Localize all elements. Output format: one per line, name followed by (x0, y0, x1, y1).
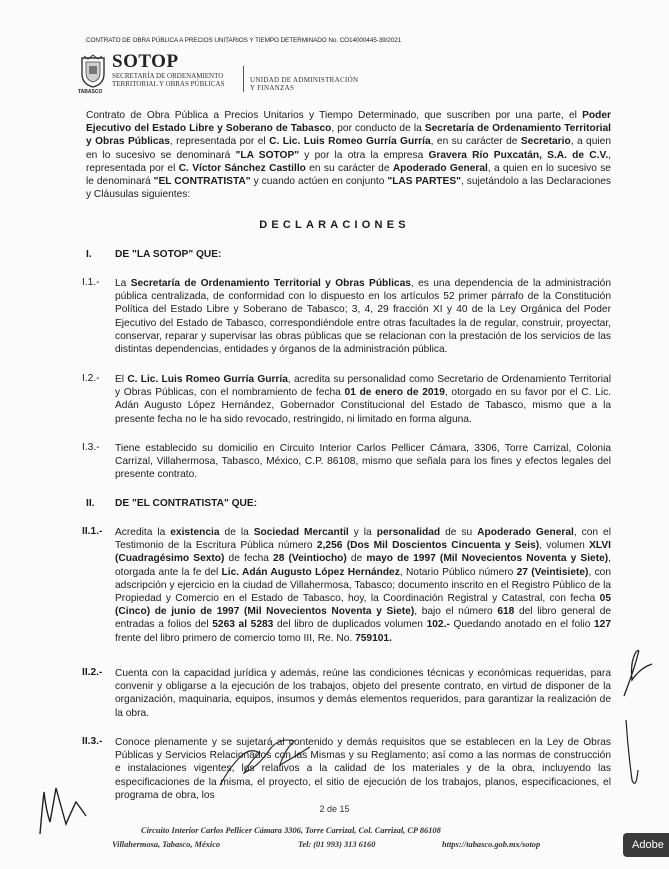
clause-ii1: Acredita la existencia de la Sociedad Mercantil y la personalidad de su Apoderado General, con el Testimonio de la Escritura Pública número 2,256 (Dos Mil Doscientos Cincuenta y Seis), volumen XLVI (Cuadragésimo Sexto) de fecha 28 (Veintiocho) de mayo de 1997 (Mil Novecientos Noventa y Siete), otorgada ante la fe del Lic. Adán Augusto López Hernández, Notario Público número 27 (Veintisiete), con adscripción y ejercicio en la ciudad de Villahermosa, Tabasco; documento inscrito en el Registro Público de la Propiedad y Comercio en el Estado de Tabasco, hoy, la Coordinación Registral y Catastral, con fecha 05 (Cinco) de junio de 1997 (Mil Novecientos Noventa y Siete), bajo el número 618 del libro general de entradas a folios del 5263 al 5283 del libro de duplicados volumen 102.- Quedando anotado en el folio 127 frente del libro primero de comercio tomo III, Re. No. 759101. (115, 527, 612, 644)
clause-i1-number: I.1.- (82, 277, 100, 288)
clause-ii1-number: II.1.- (82, 526, 103, 537)
margin-signature (618, 640, 658, 790)
contract-reference: CONTRATO DE OBRA PÚBLICA A PRECIOS UNITARIOS Y TIEMPO DETERMINADO No. CO14000445-39/2021 (86, 37, 402, 44)
unit-name (250, 76, 358, 92)
section2-number: II. (86, 498, 95, 509)
declarations-title: DECLARACIONES (259, 219, 410, 231)
section1-number: I. (86, 249, 92, 260)
clause-i3-number: I.3.- (82, 442, 100, 453)
clause-i2: El C. Lic. Luis Romeo Gurría Gurría, acredita su personalidad como Secretario de Ordenamiento Territorial y Obras Públicas, con el nombramiento de fecha 01 de enero de 2019, otorgado en su favor por el C. Lic. Adán Augusto López Hernández, Gobernador Constitucional del Estado de Tabasco, mismo que a la presente fecha no le ha sido revocado, restringido, ni limitado en forma alguna. (115, 374, 612, 425)
clause-ii2-number: II.2.- (82, 667, 103, 678)
adobe-badge[interactable]: Adobe (623, 833, 669, 857)
header-divider (243, 66, 244, 92)
agency-name-line2: TERRITORIAL Y OBRAS PÚBLICAS (112, 80, 225, 88)
unit-name-line2: Y FINANZAS (250, 84, 295, 92)
tabasco-coat-of-arms-icon (78, 54, 108, 88)
footer-city: Villahermosa, Tabasco, México (112, 840, 221, 849)
overlay-signature (210, 727, 330, 789)
clause-i3: Tiene establecido su domicilio en Circuito Interior Carlos Pellicer Cámara, 3306, Torre Carrizal, Colonia Carrizal, Villahermosa, Tabasco, México, C.P. 86108, mismo que señala para los fines y efectos legales del presente contrato. (115, 443, 611, 481)
brand-name: SOTOP (112, 51, 179, 72)
clause-i1: La Secretaría de Ordenamiento Territorial y Obras Públicas, es una dependencia de la administración pública centralizada, de conformidad con lo dispuesto en los artículos 52 primer párrafo de la Constitución Política del Estado Libre y Soberano de Tabasco; 3, 4, 29 fracción XI y 40 de la Ley Orgánica del Poder Ejecutivo del Estado de Tabasco, correspondiéndole entre otras facultades la de regular, construir, proyectar, conservar, reparar y supervisar las obras públicas que se relacionan con la prestación de los servicios de las distintas dependencias, entidades y órganos de la administración pública. (115, 278, 611, 356)
section2-title: DE "EL CONTRATISTA" QUE: (115, 498, 258, 509)
section1-title: DE "LA SOTOP" QUE: (115, 249, 222, 260)
page-number: 2 de 15 (319, 804, 350, 814)
footer-address: Circuito Interior Carlos Pellicer Cámara 3306, Torre Carrizal, Col. Carrizal, CP 86108 (141, 826, 441, 835)
clause-ii3-number: II.3.- (82, 736, 103, 747)
clause-ii3: Conoce plenamente y se sujetará al contenido y demás requisitos que se establecen en la Ley de Obras Públicas y Servicios Relacionados con las Mismas y su Reglamento; así como a las normas de construcción e instalaciones vigentes, los relativos a la calidad de los materiales y de la obra, incluyendo las especificaciones de la misma, el proyecto, el sitio de ejecución de los trabajos, planos, especificaciones, el programa de obra, los (115, 737, 611, 801)
agency-name (112, 72, 242, 88)
footer-phone: Tel: (01 993) 313 6160 (298, 840, 376, 849)
intro-paragraph: Contrato de Obra Pública a Precios Unitarios y Tiempo Determinado, que suscriben por una parte, el Poder Ejecutivo del Estado Libre y Soberano de Tabasco, por conducto de la Secretaría de Ordenamiento Territorial y Obras Públicas, representada por el C. Lic. Luis Romeo Gurría Gurría, en su carácter de Secretario, a quien en lo sucesivo se denominará "LA SOTOP" y por la otra la empresa Gravera Río Puxcatán, S.A. de C.V., representada por el C. Víctor Sánchez Castillo en su carácter de Apoderado General, a quien en lo sucesivo se le denominará "EL CONTRATISTA" y cuando actúen en conjunto "LAS PARTES", sujetándolo a las Declaraciones y Cláusulas siguientes: (86, 110, 611, 201)
agency-name-line1: SECRETARÍA DE ORDENAMIENTO (112, 72, 224, 80)
unit-name-line1: UNIDAD DE ADMINISTRACIÓN (250, 76, 359, 84)
logo-caption: TABASCO (78, 89, 103, 95)
clause-ii2: Cuenta con la capacidad jurídica y además, reúne las condiciones técnicas y económicas requeridas, para convenir y obligarse a la ejecución de los trabajos, objeto del presente contrato, en virtud de disponer de la organización, maquinaria, equipos, insumos y demás elementos requeridos, para garantizar la realización de la obra. (115, 668, 611, 719)
footer-url[interactable]: https://tabasco.gob.mx/sotop (442, 840, 541, 849)
clause-i2-number: I.2.- (82, 373, 100, 384)
